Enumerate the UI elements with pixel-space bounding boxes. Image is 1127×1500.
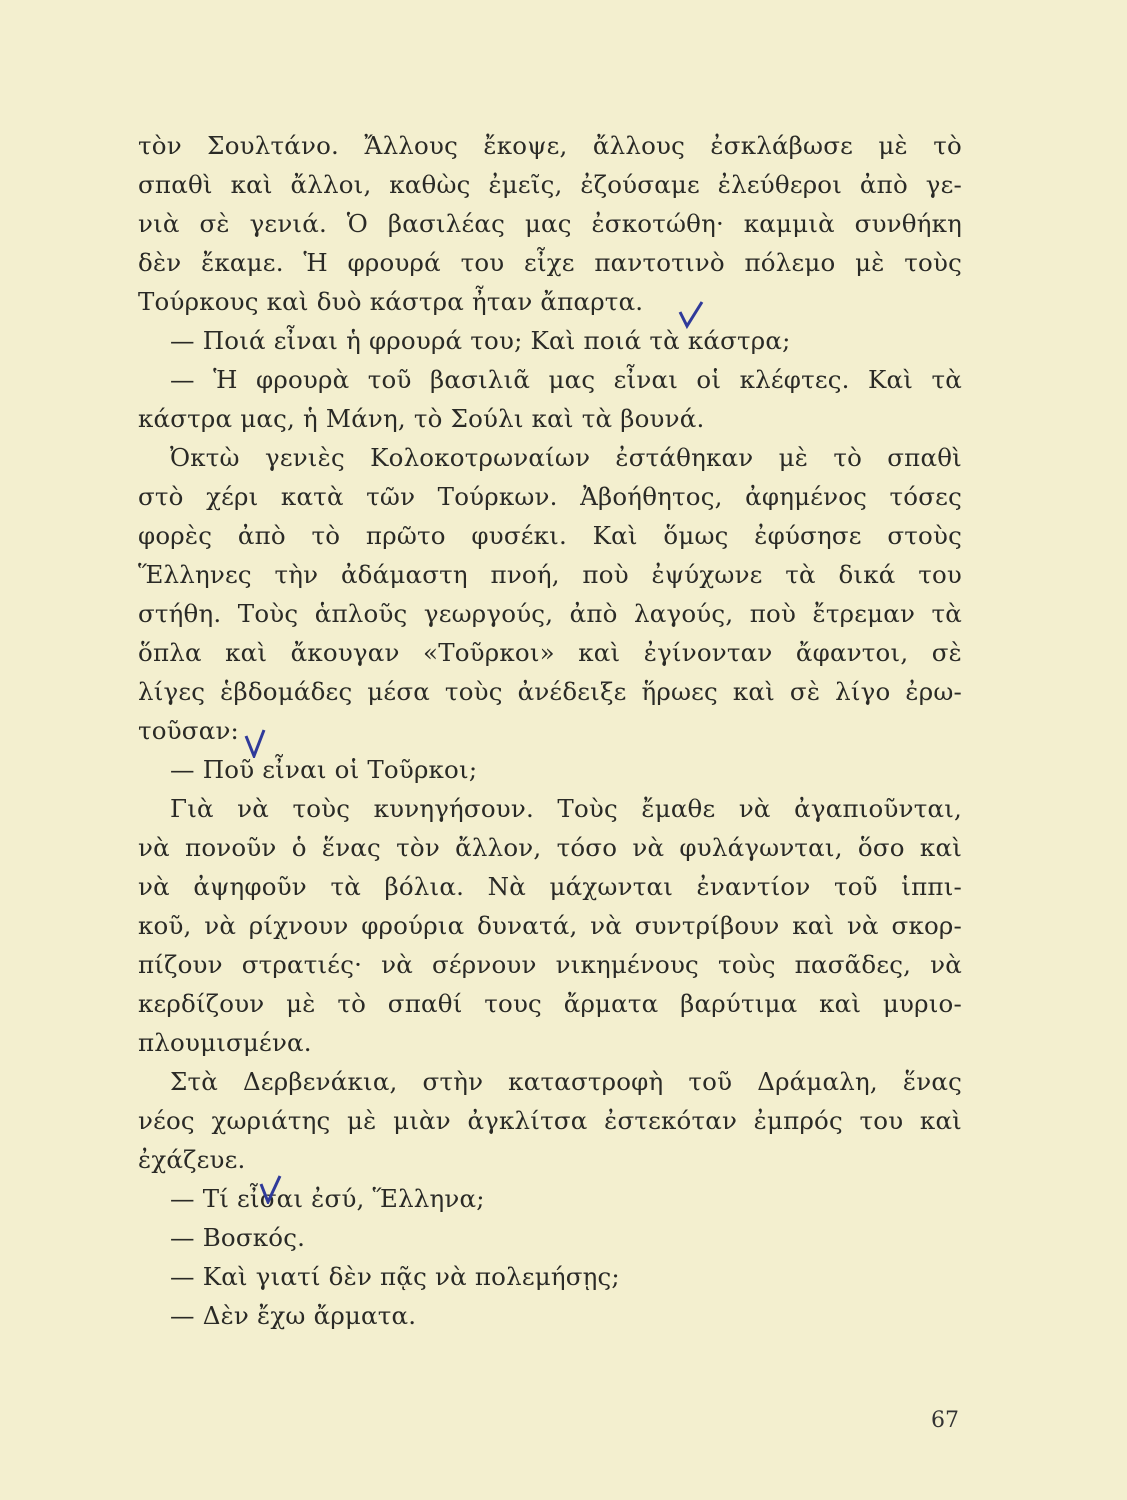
text-line: στήθη. Τοὺς ἁπλοῦς γεωργούς, ἀπὸ λαγούς, ποὺ ἔτρεμαν τὰ (138, 599, 962, 628)
text-line: δὲν ἔκαμε. Ἡ φρουρά του εἶχε παντοτινὸ πόλεμο μὲ τοὺς (138, 248, 962, 277)
text-line: — Δὲν ἔχω ἄρματα. (170, 1301, 417, 1330)
pen-check-mark-icon (242, 728, 272, 758)
page-number: 67 (931, 1408, 959, 1433)
text-line: — Ἡ φρουρὰ τοῦ βασιλιᾶ μας εἶναι οἱ κλέφτες. Καὶ τὰ (170, 365, 962, 394)
text-line: στὸ χέρι κατὰ τῶν Τούρκων. Ἀβοήθητος, ἀφημένος τόσες (138, 482, 962, 511)
text-line: νέος χωριάτης μὲ μιὰν ἀγκλίτσα ἐστεκόταν ἐμπρός του καὶ (138, 1106, 962, 1135)
text-line: ὅπλα καὶ ἄκουγαν «Τοῦρκοι» καὶ ἐγίνονταν ἄφαντοι, σὲ (138, 638, 962, 667)
text-line: νιὰ σὲ γενιά. Ὁ βασιλέας μας ἐσκοτώθη· καμμιὰ συνθήκη (138, 209, 962, 238)
pen-check-mark-icon (256, 1174, 286, 1204)
text-line: — Καὶ γιατί δὲν πᾷς νὰ πολεμήσῃς; (170, 1262, 620, 1291)
text-line: κερδίζουν μὲ τὸ σπαθί τους ἄρματα βαρύτιμα καὶ μυριο- (138, 989, 962, 1018)
text-line: — Τί εἶσαι ἐσύ, Ἕλληνα; (170, 1184, 485, 1213)
text-line: — Ποῦ εἶναι οἱ Τοῦρκοι; (170, 755, 478, 784)
text-line: — Ποιά εἶναι ἡ φρουρά του; Καὶ ποιά τὰ κάστρα; (170, 326, 791, 355)
text-line: σπαθὶ καὶ ἄλλοι, καθὼς ἐμεῖς, ἐζούσαμε ἐλεύθεροι ἀπὸ γε- (138, 170, 962, 199)
text-line: ἐχάζευε. (138, 1145, 246, 1174)
text-line: πίζουν στρατιές· νὰ σέρνουν νικημένους τοὺς πασᾶδες, νὰ (138, 950, 962, 979)
text-line: τὸν Σουλτάνο. Ἄλλους ἔκοψε, ἄλλους ἐσκλάβωσε μὲ τὸ (138, 131, 962, 160)
text-line: τοῦσαν: (138, 716, 240, 745)
text-line: Ὀκτὼ γενιὲς Κολοκοτρωναίων ἐστάθηκαν μὲ τὸ σπαθὶ (170, 443, 962, 472)
text-line: λίγες ἑβδομάδες μέσα τοὺς ἀνέδειξε ἥρωες καὶ σὲ λίγο ἐρω- (138, 677, 962, 706)
text-line: Γιὰ νὰ τοὺς κυνηγήσουν. Τοὺς ἔμαθε νὰ ἀγαπιοῦνται, (170, 794, 962, 823)
text-line: Στὰ Δερβενάκια, στὴν καταστροφὴ τοῦ Δράμαλη, ἕνας (170, 1067, 962, 1096)
text-line: νὰ πονοῦν ὁ ἕνας τὸν ἄλλον, τόσο νὰ φυλάγωνται, ὅσο καὶ (138, 833, 962, 862)
text-line: Ἕλληνες τὴν ἀδάμαστη πνοή, ποὺ ἐψύχωνε τὰ δικά του (138, 560, 962, 589)
text-line: νὰ ἀψηφοῦν τὰ βόλια. Νὰ μάχωνται ἐναντίον τοῦ ἱππι- (138, 872, 962, 901)
pen-check-mark-icon (676, 300, 706, 330)
text-line: φορὲς ἀπὸ τὸ πρῶτο φυσέκι. Καὶ ὅμως ἐφύσησε στοὺς (138, 521, 962, 550)
text-line: Τούρκους καὶ δυὸ κάστρα ἦταν ἄπαρτα. (138, 287, 644, 316)
text-line: κοῦ, νὰ ρίχνουν φρούρια δυνατά, νὰ συντρίβουν καὶ νὰ σκορ- (138, 911, 962, 940)
text-line: πλουμισμένα. (138, 1028, 312, 1057)
text-line: κάστρα μας, ἡ Μάνη, τὸ Σούλι καὶ τὰ βουνά. (138, 404, 705, 433)
text-line: — Βοσκός. (170, 1223, 306, 1252)
